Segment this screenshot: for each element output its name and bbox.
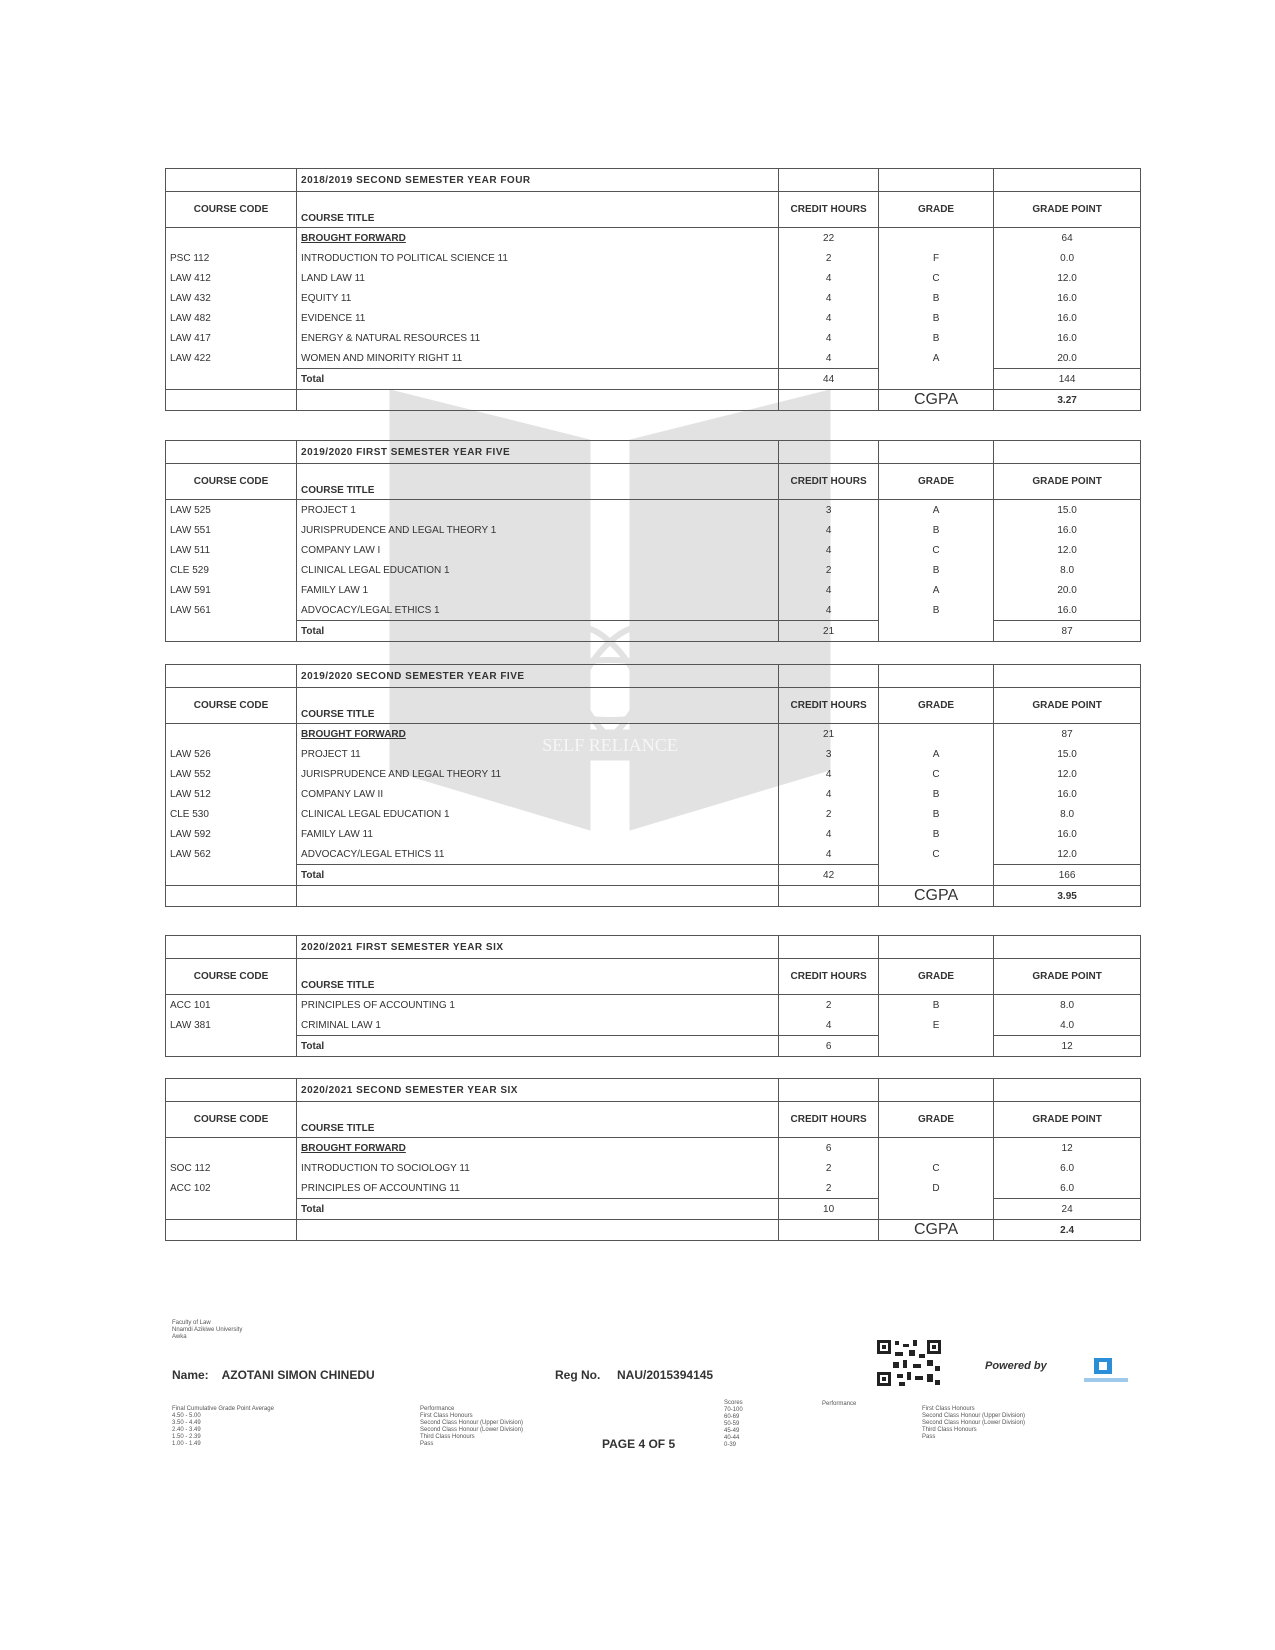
performance2-item: Second Class Honour (Lower Division) bbox=[922, 1420, 1026, 1426]
brought-forward-label: BROUGHT FORWARD bbox=[297, 724, 779, 745]
faculty-line: Faculty of Law bbox=[172, 1320, 211, 1326]
table-row bbox=[166, 844, 1141, 865]
credit-hours: 4 bbox=[779, 308, 879, 328]
total-point: 87 bbox=[994, 621, 1141, 642]
cgpa-value: 3.95 bbox=[994, 886, 1141, 907]
total-credit: 21 bbox=[779, 621, 879, 642]
grade: A bbox=[878, 500, 993, 521]
grade-scale bbox=[172, 1406, 392, 1448]
performance-legend bbox=[420, 1406, 610, 1448]
score-legend bbox=[724, 1400, 784, 1449]
course-code: SOC 112 bbox=[166, 1158, 297, 1178]
semester-title: 2020/2021 SECOND SEMESTER YEAR SIX bbox=[297, 1079, 779, 1102]
header-credit-hours: CREDIT HOURS bbox=[779, 1102, 879, 1138]
reg-row bbox=[555, 1368, 713, 1382]
course-code: LAW 512 bbox=[166, 784, 297, 804]
credit-hours: 3 bbox=[779, 500, 879, 521]
cgpa-row bbox=[166, 886, 1141, 907]
grade-scale-range: 4.50 - 5.00 bbox=[172, 1413, 201, 1419]
header-credit-hours: CREDIT HOURS bbox=[779, 192, 879, 228]
credit-hours: 4 bbox=[779, 784, 879, 804]
faculty-address bbox=[172, 1320, 242, 1341]
header-grade-point: GRADE POINT bbox=[994, 959, 1141, 995]
header-course-code: COURSE CODE bbox=[166, 464, 297, 500]
credit-hours: 4 bbox=[779, 600, 879, 621]
grade-point: 16.0 bbox=[994, 308, 1141, 328]
header-course-code: COURSE CODE bbox=[166, 1102, 297, 1138]
credit-hours: 4 bbox=[779, 824, 879, 844]
table-row bbox=[166, 784, 1141, 804]
qr-code-icon bbox=[875, 1338, 943, 1388]
grade-point: 6.0 bbox=[994, 1158, 1141, 1178]
course-title: PROJECT 11 bbox=[297, 744, 779, 764]
table-row bbox=[166, 560, 1141, 580]
course-title: FAMILY LAW 11 bbox=[297, 824, 779, 844]
semester-title: 2018/2019 SECOND SEMESTER YEAR FOUR bbox=[297, 169, 779, 192]
reg-label: Reg No. bbox=[555, 1368, 601, 1382]
course-title: INTRODUCTION TO POLITICAL SCIENCE 11 bbox=[297, 248, 779, 268]
semester-title-row bbox=[166, 441, 1141, 464]
grade: B bbox=[878, 288, 993, 308]
total-point: 166 bbox=[994, 865, 1141, 886]
course-title: CRIMINAL LAW 1 bbox=[297, 1015, 779, 1036]
performance2-item: First Class Honours bbox=[922, 1406, 975, 1412]
semester-title-row bbox=[166, 169, 1141, 192]
credit-hours: 4 bbox=[779, 520, 879, 540]
table-row bbox=[166, 1178, 1141, 1199]
grade: C bbox=[878, 1158, 993, 1178]
credit-hours: 3 bbox=[779, 744, 879, 764]
table-row bbox=[166, 248, 1141, 268]
cgpa-row bbox=[166, 1220, 1141, 1241]
performance2-item: Pass bbox=[922, 1434, 936, 1440]
total-credit: 10 bbox=[779, 1199, 879, 1220]
table-header-row bbox=[166, 688, 1141, 724]
course-code: LAW 561 bbox=[166, 600, 297, 621]
total-label: Total bbox=[297, 621, 779, 642]
faculty-line: Nnamdi Azikiwe University bbox=[172, 1327, 243, 1333]
cgpa-value: 3.27 bbox=[994, 390, 1141, 411]
grade-point: 0.0 bbox=[994, 248, 1141, 268]
semester-title: 2019/2020 FIRST SEMESTER YEAR FIVE bbox=[297, 441, 779, 464]
credit-hours: 4 bbox=[779, 844, 879, 865]
brought-forward-label: BROUGHT FORWARD bbox=[297, 228, 779, 249]
header-credit-hours: CREDIT HOURS bbox=[779, 464, 879, 500]
brought-forward-credit: 6 bbox=[779, 1138, 879, 1159]
course-title: EQUITY 11 bbox=[297, 288, 779, 308]
course-title: ADVOCACY/LEGAL ETHICS 1 bbox=[297, 600, 779, 621]
total-label: Total bbox=[297, 1199, 779, 1220]
course-code: ACC 102 bbox=[166, 1178, 297, 1199]
credit-hours: 4 bbox=[779, 580, 879, 600]
table-row bbox=[166, 1015, 1141, 1036]
course-code: LAW 525 bbox=[166, 500, 297, 521]
header-grade-point: GRADE POINT bbox=[994, 1102, 1141, 1138]
course-title: CLINICAL LEGAL EDUCATION 1 bbox=[297, 804, 779, 824]
header-course-title: COURSE TITLE bbox=[297, 464, 779, 500]
grade-point: 16.0 bbox=[994, 288, 1141, 308]
grade-point: 4.0 bbox=[994, 1015, 1141, 1036]
grade-point: 12.0 bbox=[994, 540, 1141, 560]
table-row bbox=[166, 520, 1141, 540]
table-row bbox=[166, 1158, 1141, 1178]
semester-title-row bbox=[166, 665, 1141, 688]
name-label: Name: bbox=[172, 1368, 209, 1382]
table-row bbox=[166, 288, 1141, 308]
grade: B bbox=[878, 328, 993, 348]
credit-hours: 2 bbox=[779, 804, 879, 824]
table-row bbox=[166, 308, 1141, 328]
brought-forward-row bbox=[166, 228, 1141, 249]
brought-forward-label: BROUGHT FORWARD bbox=[297, 1138, 779, 1159]
header-credit-hours: CREDIT HOURS bbox=[779, 959, 879, 995]
total-row bbox=[166, 865, 1141, 886]
header-grade: GRADE bbox=[878, 1102, 993, 1138]
table-header-row bbox=[166, 959, 1141, 995]
grade: C bbox=[878, 764, 993, 784]
score-range: 40-44 bbox=[724, 1435, 740, 1441]
total-row bbox=[166, 621, 1141, 642]
grade-scale-title: Final Cumulative Grade Point Average bbox=[172, 1406, 274, 1412]
table-row bbox=[166, 824, 1141, 844]
grade-point: 16.0 bbox=[994, 520, 1141, 540]
table-header-row bbox=[166, 192, 1141, 228]
grade: B bbox=[878, 824, 993, 844]
brought-forward-credit: 22 bbox=[779, 228, 879, 249]
semester-table bbox=[165, 168, 1141, 411]
provider-logo-icon bbox=[1082, 1356, 1130, 1386]
course-title: INTRODUCTION TO SOCIOLOGY 11 bbox=[297, 1158, 779, 1178]
credit-hours: 4 bbox=[779, 1015, 879, 1036]
credit-hours: 2 bbox=[779, 1178, 879, 1199]
course-code: LAW 417 bbox=[166, 328, 297, 348]
header-grade: GRADE bbox=[878, 464, 993, 500]
header-course-title: COURSE TITLE bbox=[297, 192, 779, 228]
header-course-title: COURSE TITLE bbox=[297, 688, 779, 724]
total-point: 24 bbox=[994, 1199, 1141, 1220]
credit-hours: 2 bbox=[779, 560, 879, 580]
grade: C bbox=[878, 268, 993, 288]
course-title: PRINCIPLES OF ACCOUNTING 11 bbox=[297, 1178, 779, 1199]
performance-item: Pass bbox=[420, 1441, 434, 1447]
header-grade-point: GRADE POINT bbox=[994, 192, 1141, 228]
course-title: WOMEN AND MINORITY RIGHT 11 bbox=[297, 348, 779, 369]
total-row bbox=[166, 369, 1141, 390]
table-row bbox=[166, 580, 1141, 600]
table-row bbox=[166, 328, 1141, 348]
performance2-item: Second Class Honour (Upper Division) bbox=[922, 1413, 1026, 1419]
grade: B bbox=[878, 600, 993, 621]
table-row bbox=[166, 500, 1141, 521]
table-row bbox=[166, 348, 1141, 369]
student-name: AZOTANI SIMON CHINEDU bbox=[221, 1368, 375, 1382]
credit-hours: 4 bbox=[779, 268, 879, 288]
total-label: Total bbox=[297, 865, 779, 886]
grade-scale-range: 3.50 - 4.49 bbox=[172, 1420, 201, 1426]
course-title: EVIDENCE 11 bbox=[297, 308, 779, 328]
header-course-code: COURSE CODE bbox=[166, 688, 297, 724]
course-code: PSC 112 bbox=[166, 248, 297, 268]
total-credit: 42 bbox=[779, 865, 879, 886]
course-code: LAW 381 bbox=[166, 1015, 297, 1036]
table-row bbox=[166, 764, 1141, 784]
grade-point: 20.0 bbox=[994, 348, 1141, 369]
faculty-line: Awka bbox=[172, 1334, 187, 1340]
grade-point: 16.0 bbox=[994, 600, 1141, 621]
performance2-title: Performance bbox=[822, 1401, 857, 1407]
grade-point: 16.0 bbox=[994, 784, 1141, 804]
course-code: LAW 432 bbox=[166, 288, 297, 308]
score-range: 50-59 bbox=[724, 1421, 740, 1427]
table-row bbox=[166, 540, 1141, 560]
total-credit: 6 bbox=[779, 1036, 879, 1057]
header-course-title: COURSE TITLE bbox=[297, 1102, 779, 1138]
grade-point: 12.0 bbox=[994, 764, 1141, 784]
total-point: 12 bbox=[994, 1036, 1141, 1057]
course-title: PROJECT 1 bbox=[297, 500, 779, 521]
performance-item: First Class Honours bbox=[420, 1413, 473, 1419]
header-grade: GRADE bbox=[878, 688, 993, 724]
course-code: LAW 591 bbox=[166, 580, 297, 600]
cgpa-label: CGPA bbox=[878, 886, 993, 907]
table-row bbox=[166, 268, 1141, 288]
brought-forward-point: 12 bbox=[994, 1138, 1141, 1159]
course-title: FAMILY LAW 1 bbox=[297, 580, 779, 600]
semester-table bbox=[165, 664, 1141, 907]
grade-point: 8.0 bbox=[994, 804, 1141, 824]
semester-title-row bbox=[166, 1079, 1141, 1102]
student-name-row bbox=[172, 1368, 375, 1382]
score-range: 0-39 bbox=[724, 1442, 737, 1448]
performance2-legend bbox=[922, 1406, 1122, 1441]
header-grade-point: GRADE POINT bbox=[994, 688, 1141, 724]
course-code: LAW 412 bbox=[166, 268, 297, 288]
course-title: CLINICAL LEGAL EDUCATION 1 bbox=[297, 560, 779, 580]
header-grade: GRADE bbox=[878, 192, 993, 228]
semester-table bbox=[165, 935, 1141, 1057]
performance-item: Second Class Honour (Lower Division) bbox=[420, 1427, 524, 1433]
header-credit-hours: CREDIT HOURS bbox=[779, 688, 879, 724]
credit-hours: 4 bbox=[779, 764, 879, 784]
brought-forward-point: 87 bbox=[994, 724, 1141, 745]
performance-item: Second Class Honour (Upper Division) bbox=[420, 1420, 524, 1426]
performance-item: Third Class Honours bbox=[420, 1434, 475, 1440]
grade: B bbox=[878, 995, 993, 1016]
brought-forward-row bbox=[166, 724, 1141, 745]
grade: C bbox=[878, 540, 993, 560]
brought-forward-credit: 21 bbox=[779, 724, 879, 745]
cgpa-row bbox=[166, 390, 1141, 411]
brought-forward-point: 64 bbox=[994, 228, 1141, 249]
course-code: LAW 422 bbox=[166, 348, 297, 369]
grade: A bbox=[878, 580, 993, 600]
grade: B bbox=[878, 784, 993, 804]
course-code: LAW 511 bbox=[166, 540, 297, 560]
table-header-row bbox=[166, 464, 1141, 500]
credit-hours: 4 bbox=[779, 288, 879, 308]
course-title: JURISPRUDENCE AND LEGAL THEORY 11 bbox=[297, 764, 779, 784]
grade: E bbox=[878, 1015, 993, 1036]
table-row bbox=[166, 600, 1141, 621]
score-range: 60-69 bbox=[724, 1414, 740, 1420]
total-label: Total bbox=[297, 369, 779, 390]
course-title: ENERGY & NATURAL RESOURCES 11 bbox=[297, 328, 779, 348]
grade-point: 8.0 bbox=[994, 560, 1141, 580]
page-number: PAGE 4 OF 5 bbox=[602, 1437, 676, 1451]
total-point: 144 bbox=[994, 369, 1141, 390]
grade-scale-range: 1.50 - 2.39 bbox=[172, 1434, 201, 1440]
header-grade-point: GRADE POINT bbox=[994, 464, 1141, 500]
performance2-item: Third Class Honours bbox=[922, 1427, 977, 1433]
semester-table bbox=[165, 440, 1141, 642]
grade-point: 15.0 bbox=[994, 500, 1141, 521]
credit-hours: 4 bbox=[779, 348, 879, 369]
performance-title: Performance bbox=[420, 1406, 455, 1412]
grade: B bbox=[878, 520, 993, 540]
course-code: LAW 551 bbox=[166, 520, 297, 540]
score-title: Scores bbox=[724, 1400, 743, 1406]
semester-title: 2020/2021 FIRST SEMESTER YEAR SIX bbox=[297, 936, 779, 959]
grade-point: 16.0 bbox=[994, 824, 1141, 844]
course-code: LAW 562 bbox=[166, 844, 297, 865]
grade-scale-range: 2.40 - 3.49 bbox=[172, 1427, 201, 1433]
table-header-row bbox=[166, 1102, 1141, 1138]
score-range: 45-49 bbox=[724, 1428, 740, 1434]
header-course-code: COURSE CODE bbox=[166, 959, 297, 995]
course-code: ACC 101 bbox=[166, 995, 297, 1016]
table-row bbox=[166, 804, 1141, 824]
grade-point: 12.0 bbox=[994, 844, 1141, 865]
course-code: CLE 529 bbox=[166, 560, 297, 580]
course-title: PRINCIPLES OF ACCOUNTING 1 bbox=[297, 995, 779, 1016]
semester-title-row bbox=[166, 936, 1141, 959]
grade-point: 12.0 bbox=[994, 268, 1141, 288]
credit-hours: 2 bbox=[779, 248, 879, 268]
course-code: LAW 526 bbox=[166, 744, 297, 764]
course-title: COMPANY LAW II bbox=[297, 784, 779, 804]
grade: B bbox=[878, 804, 993, 824]
grade-point: 6.0 bbox=[994, 1178, 1141, 1199]
header-grade: GRADE bbox=[878, 959, 993, 995]
score-range: 70-100 bbox=[724, 1407, 743, 1413]
grade-point: 8.0 bbox=[994, 995, 1141, 1016]
credit-hours: 2 bbox=[779, 995, 879, 1016]
course-title: COMPANY LAW I bbox=[297, 540, 779, 560]
table-row bbox=[166, 744, 1141, 764]
semester-title: 2019/2020 SECOND SEMESTER YEAR FIVE bbox=[297, 665, 779, 688]
course-code: LAW 592 bbox=[166, 824, 297, 844]
total-label: Total bbox=[297, 1036, 779, 1057]
watermark-banner: SELF RELIANCE bbox=[542, 735, 678, 755]
grade: A bbox=[878, 348, 993, 369]
cgpa-label: CGPA bbox=[878, 390, 993, 411]
grade: B bbox=[878, 560, 993, 580]
grade: F bbox=[878, 248, 993, 268]
grade: A bbox=[878, 744, 993, 764]
credit-hours: 4 bbox=[779, 328, 879, 348]
grade-point: 20.0 bbox=[994, 580, 1141, 600]
course-title: LAND LAW 11 bbox=[297, 268, 779, 288]
brought-forward-row bbox=[166, 1138, 1141, 1159]
total-row bbox=[166, 1199, 1141, 1220]
grade: D bbox=[878, 1178, 993, 1199]
total-credit: 44 bbox=[779, 369, 879, 390]
semester-table bbox=[165, 1078, 1141, 1241]
course-title: JURISPRUDENCE AND LEGAL THEORY 1 bbox=[297, 520, 779, 540]
grade-point: 16.0 bbox=[994, 328, 1141, 348]
total-row bbox=[166, 1036, 1141, 1057]
grade: C bbox=[878, 844, 993, 865]
course-code: LAW 482 bbox=[166, 308, 297, 328]
grade-point: 15.0 bbox=[994, 744, 1141, 764]
reg-number: NAU/2015394145 bbox=[617, 1368, 714, 1382]
course-code: CLE 530 bbox=[166, 804, 297, 824]
credit-hours: 2 bbox=[779, 1158, 879, 1178]
grade-scale-range: 1.00 - 1.49 bbox=[172, 1441, 201, 1447]
powered-by: Powered by bbox=[985, 1360, 1047, 1372]
header-course-title: COURSE TITLE bbox=[297, 959, 779, 995]
course-title: ADVOCACY/LEGAL ETHICS 11 bbox=[297, 844, 779, 865]
course-code: LAW 552 bbox=[166, 764, 297, 784]
cgpa-value: 2.4 bbox=[994, 1220, 1141, 1241]
cgpa-label: CGPA bbox=[878, 1220, 993, 1241]
credit-hours: 4 bbox=[779, 540, 879, 560]
grade: B bbox=[878, 308, 993, 328]
table-row bbox=[166, 995, 1141, 1016]
header-course-code: COURSE CODE bbox=[166, 192, 297, 228]
